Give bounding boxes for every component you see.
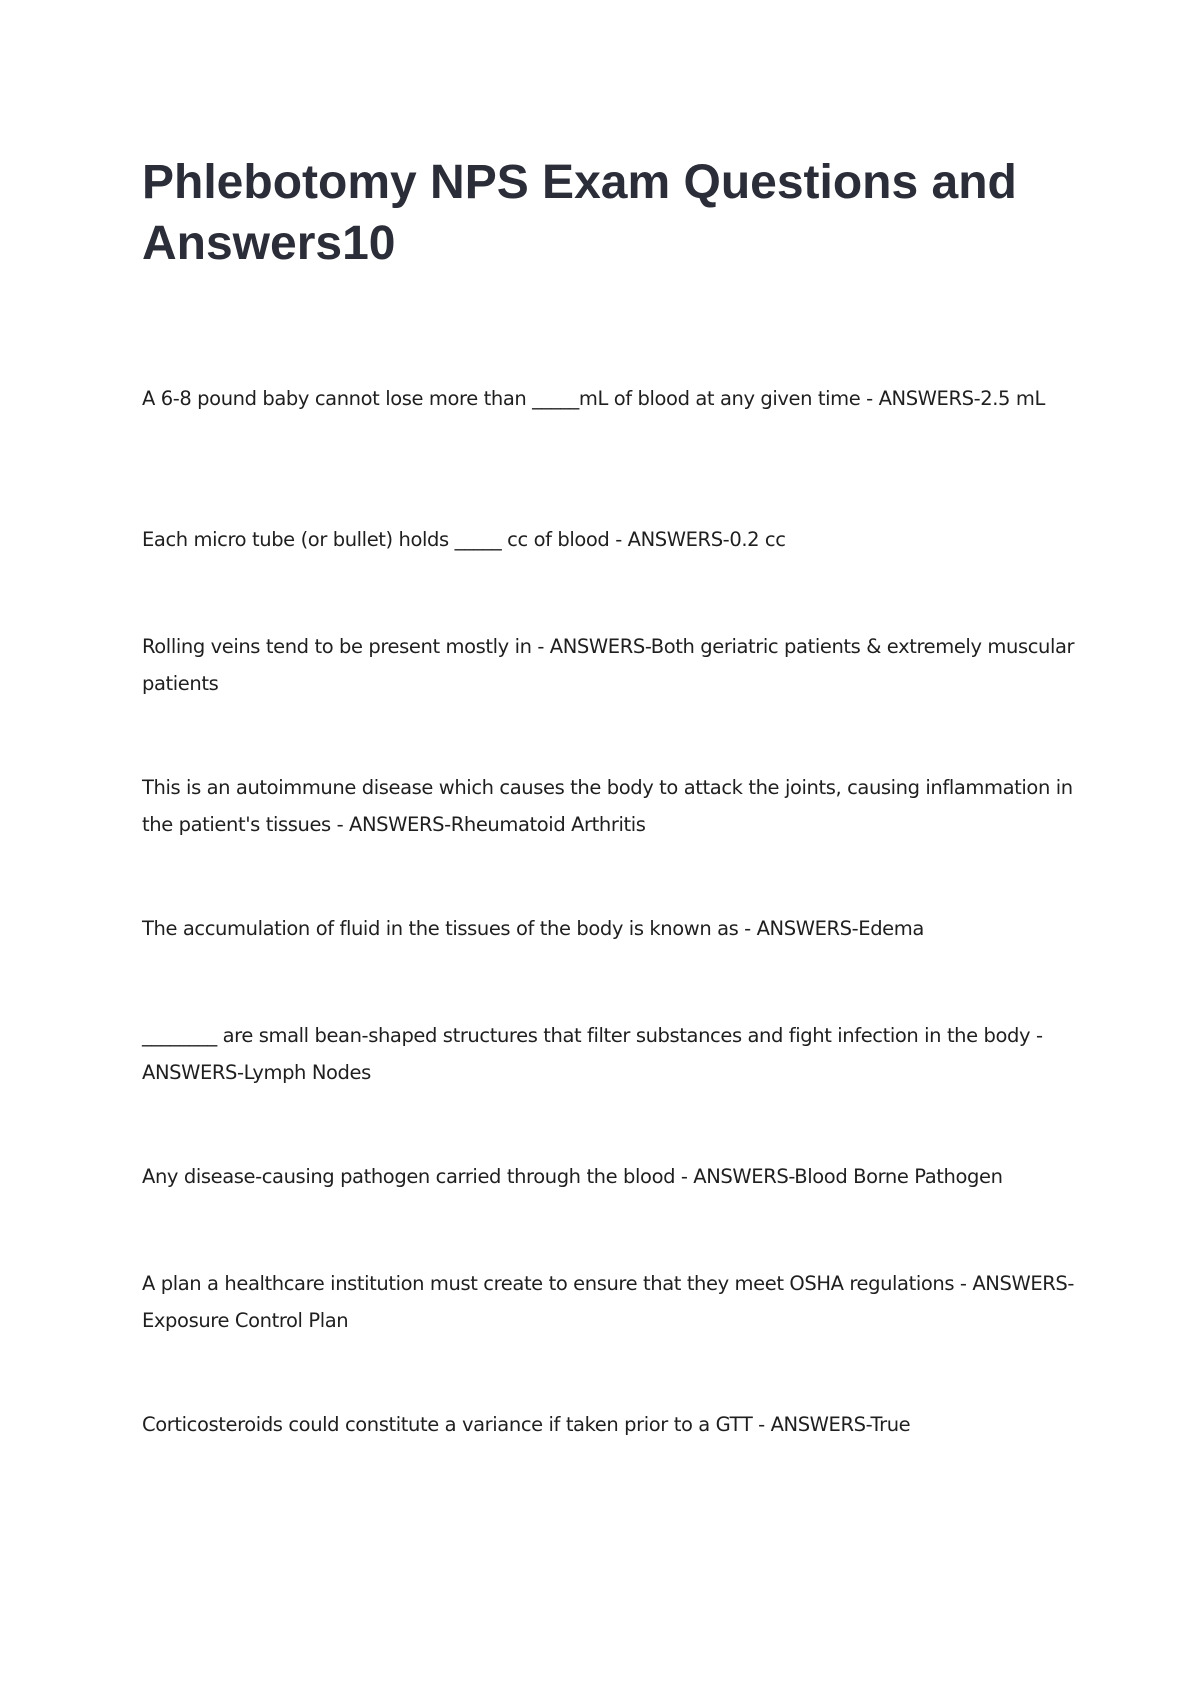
qa-item-3: Rolling veins tend to be present mostly in - ANSWERS-Both geriatric patients & extremely muscular patients (142, 635, 1075, 695)
qa-item-5: The accumulation of fluid in the tissues of the body is known as - ANSWERS-Edema (142, 917, 924, 940)
qa-item-6: ________ are small bean-shaped structures that filter substances and fight infection in the body - ANSWERS-Lymph Nodes (142, 1024, 1043, 1084)
qa-item-2: Each micro tube (or bullet) holds _____ cc of blood - ANSWERS-0.2 cc (142, 528, 786, 551)
qa-list (142, 380, 1082, 1513)
qa-item-4: This is an autoimmune disease which causes the body to attack the joints, causing inflammation in the patient's tissues - ANSWERS-Rheumatoid Arthritis (142, 776, 1073, 836)
document-title: Phlebotomy NPS Exam Questions and Answers10 (142, 156, 1017, 270)
qa-item-8: A plan a healthcare institution must create to ensure that they meet OSHA regulations - ANSWERS-Exposure Control Plan (142, 1272, 1075, 1332)
qa-item-7: Any disease-causing pathogen carried through the blood - ANSWERS-Blood Borne Pathogen (142, 1165, 1003, 1188)
qa-item-1: A 6-8 pound baby cannot lose more than _____mL of blood at any given time - ANSWERS-2.5 mL (142, 387, 1045, 410)
qa-item-9: Corticosteroids could constitute a variance if taken prior to a GTT - ANSWERS-True (142, 1413, 911, 1436)
